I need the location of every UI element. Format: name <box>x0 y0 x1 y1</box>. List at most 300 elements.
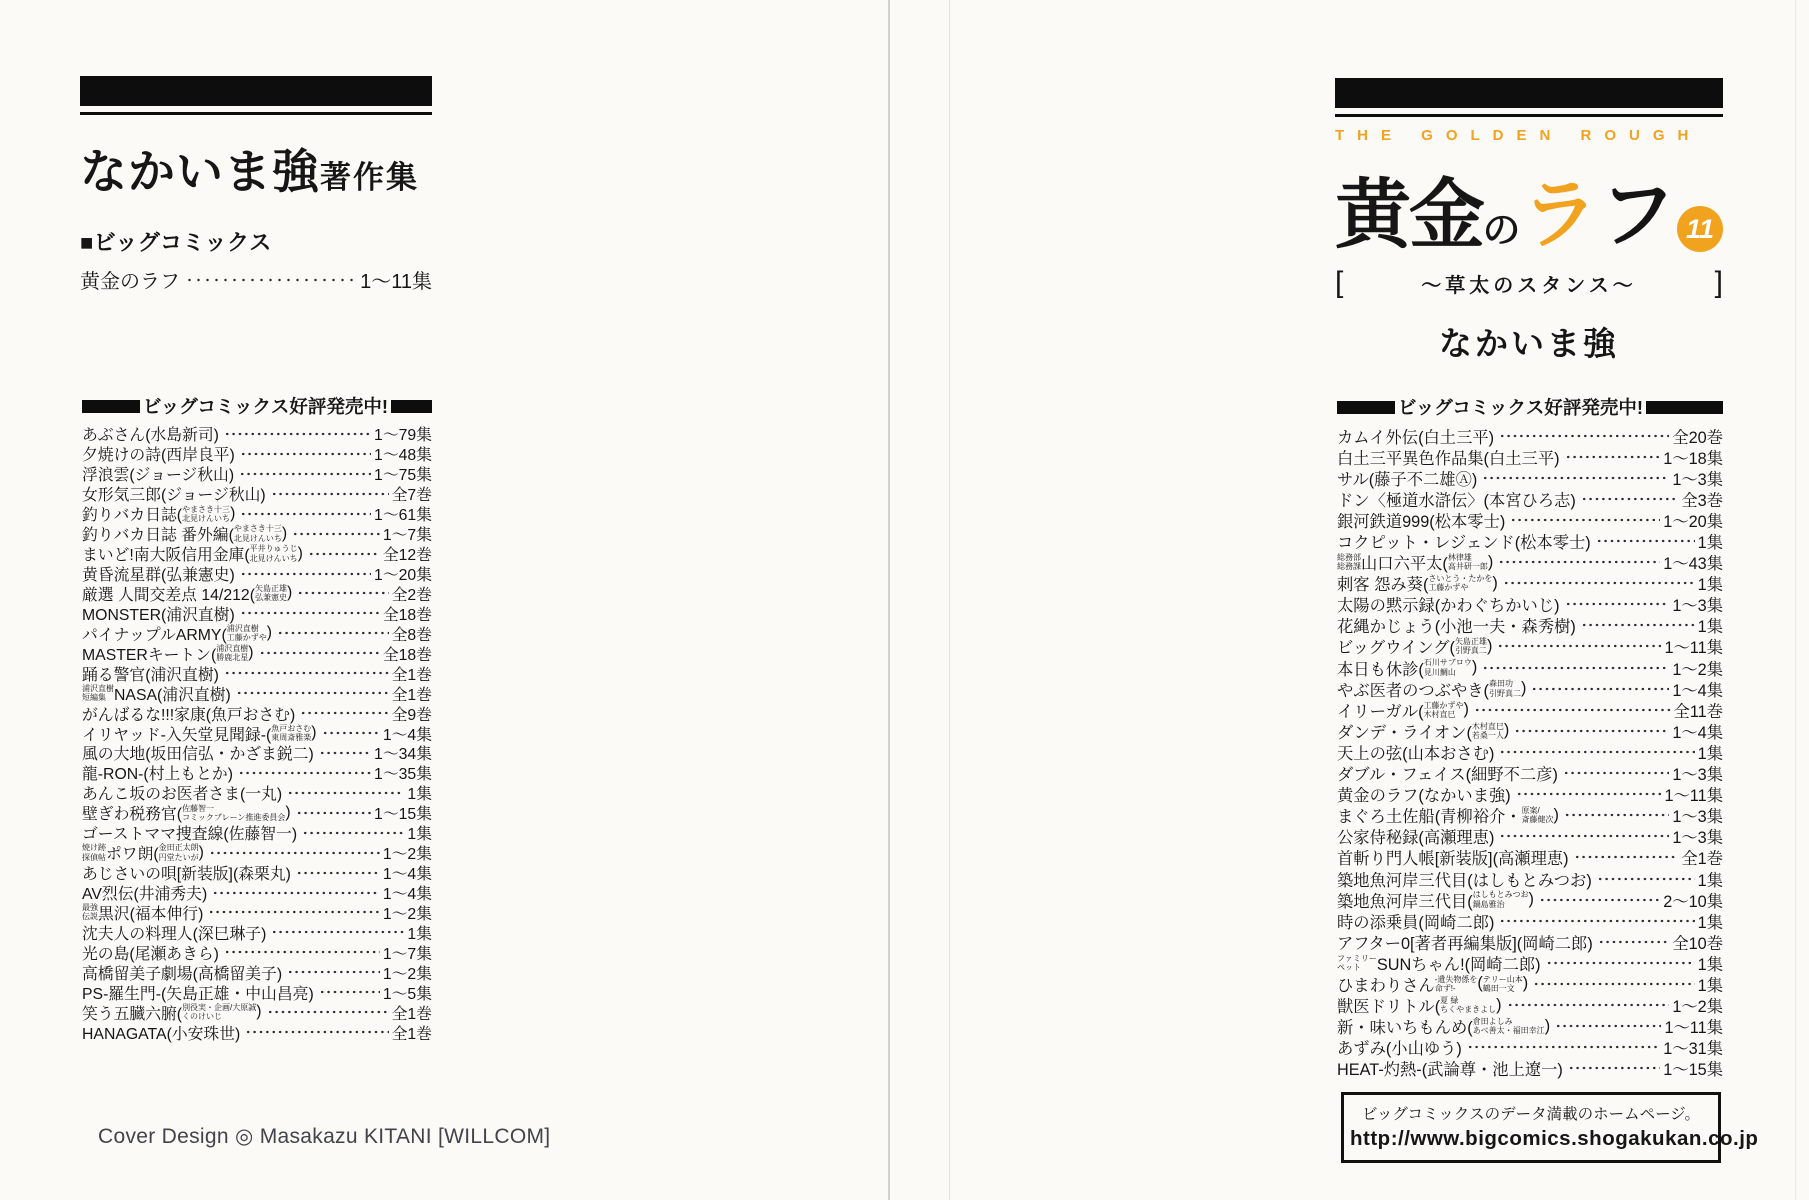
small-stacked-text: 林律雄 高井研一郎 <box>1447 552 1488 572</box>
item-volumes: 1〜61集 <box>374 507 432 525</box>
dotted-leader <box>236 770 371 776</box>
item-volumes: 1〜4集 <box>1672 681 1723 700</box>
item-title-author: 花縄かじょう(小池一夫・森秀樹) <box>1337 618 1576 637</box>
item-volumes: 全12巻 <box>382 547 432 565</box>
page-gutter-line <box>949 0 950 1200</box>
dotted-leader <box>1537 897 1660 903</box>
item-volumes: 1〜20集 <box>374 567 432 585</box>
list-item <box>82 903 432 923</box>
dotted-leader <box>206 909 379 915</box>
item-volumes: 1集 <box>407 786 432 804</box>
item-volumes: 全3巻 <box>1681 491 1723 510</box>
item-title-author: 壁ぎわ税務官( 佐藤智一 コミックブレーン推進委員会 ) <box>82 803 291 824</box>
dotted-leader <box>265 1009 389 1015</box>
dotted-leader <box>1596 939 1670 945</box>
dotted-leader <box>269 491 389 497</box>
item-title-author: サル(藤子不二雄Ⓐ) <box>1337 470 1478 489</box>
item-volumes: 1集 <box>1697 955 1723 974</box>
dotted-leader <box>285 969 380 975</box>
dotted-leader <box>1495 643 1661 649</box>
list-item <box>1337 763 1723 784</box>
list-item <box>1337 826 1723 847</box>
item-title-author: ダンデ・ライオン( 木村直巳 若桑一人 ) <box>1337 721 1510 742</box>
imprint-label: ■ビッグコミックス <box>80 230 272 255</box>
list-item <box>82 424 432 444</box>
item-volumes: 1集 <box>407 925 432 943</box>
header-black-bar <box>80 76 432 106</box>
item-title-author: 女形気三郎(ジョージ秋山) <box>82 487 266 505</box>
item-volumes: 全1巻 <box>391 1025 432 1043</box>
header-bar-right <box>391 400 432 413</box>
item-volumes: 1〜2集 <box>382 965 432 983</box>
list-item <box>82 1002 432 1022</box>
item-volumes: 全18巻 <box>382 606 432 624</box>
item-title-author: 厳選 人間交差点 14/212( 矢島正雄 弘兼憲史 ) <box>82 584 293 604</box>
item-title-author: パイナップルARMY( 浦沢直樹 工藤かずや ) <box>82 624 273 644</box>
item-volumes: 1〜43集 <box>1663 555 1723 574</box>
item-volumes: 1〜3集 <box>1672 470 1723 489</box>
item-volumes: 1〜3集 <box>1672 766 1723 785</box>
dotted-leader <box>183 276 357 284</box>
list-item <box>1337 509 1723 530</box>
series-logo <box>1335 150 1723 258</box>
item-title-author: MONSTER(浦沢直樹) <box>82 606 235 624</box>
dotted-leader <box>290 531 380 537</box>
item-title-author: 白土三平異色作品集(白土三平) <box>1337 449 1560 468</box>
item-title-author: 黄昏流星群(弘兼憲史) <box>82 567 235 585</box>
list-item <box>82 444 432 464</box>
item-volumes: 1〜75集 <box>374 467 432 485</box>
item-title-author: 刺客 怨み葵( さいとう・たかを 工藤かずや ) <box>1337 573 1498 595</box>
item-volumes: 1集 <box>1697 534 1723 553</box>
item-title-author: 黄金のラフ(なかいま強) <box>1337 787 1511 806</box>
catalog-rows <box>1337 425 1723 1079</box>
list-item <box>1337 784 1723 805</box>
item-volumes: 1集 <box>1697 871 1723 890</box>
item-volumes: 1〜15集 <box>1663 1061 1723 1080</box>
dotted-leader <box>1572 854 1679 860</box>
cover-design-credit: Cover Design ◎ Masakazu KITANI [WILLCOM] <box>98 1125 551 1148</box>
dotted-leader <box>1472 707 1671 713</box>
dotted-leader <box>1514 791 1662 797</box>
list-item <box>1337 678 1723 699</box>
collection-suffix: 著作集 <box>320 160 419 195</box>
list-item <box>1337 995 1723 1016</box>
item-volumes: 全1巻 <box>391 1005 432 1023</box>
list-item <box>82 564 432 584</box>
item-volumes: 1〜11集 <box>1664 1019 1723 1038</box>
item-volumes: 1集 <box>1697 618 1723 637</box>
item-volumes: 1〜4集 <box>382 866 432 884</box>
item-title-author: 釣りバカ日誌( やまさき十三 北見けんいち ) <box>82 504 236 525</box>
item-title-author: 踊る警官(浦沢直樹) <box>82 666 219 684</box>
item-volumes: 1〜3集 <box>1672 808 1723 827</box>
dotted-leader <box>207 850 380 856</box>
dotted-leader <box>317 750 371 756</box>
small-stacked-text: 平井りゅうじ 北見けんいち <box>249 544 298 563</box>
catalog-list-header <box>1337 394 1723 420</box>
list-item <box>82 1022 432 1042</box>
list-item <box>1337 741 1723 762</box>
dotted-leader <box>238 610 380 616</box>
item-title-author: まいど!南大阪信用金庫( 平井りゅうじ 北見けんいち ) <box>82 544 303 565</box>
item-title-author: あずみ(小山ゆう) <box>1337 1040 1462 1059</box>
list-item <box>82 982 432 1002</box>
dotted-leader <box>222 670 389 676</box>
item-title-author: ダブル・フェイス(細野不二彦) <box>1337 766 1558 785</box>
item-title-author: あんこ坂のお医者さま(一丸) <box>82 786 283 804</box>
catalog-header-text: ビッグコミックス好評発売中! <box>1398 397 1643 418</box>
homepage-url: http://www.bigcomics.shogakukan.co.jp <box>1350 1127 1759 1150</box>
dotted-leader <box>306 551 380 557</box>
page-gutter-line <box>888 0 890 1200</box>
list-item <box>1337 594 1723 615</box>
list-item <box>1337 1058 1723 1079</box>
dotted-leader <box>317 989 380 995</box>
english-series-title: THE GOLDEN ROUGH <box>1335 127 1702 144</box>
list-item <box>1337 425 1723 446</box>
item-volumes: 1集 <box>407 826 432 844</box>
header-bar-left <box>1337 401 1395 414</box>
small-stacked-text: 浦沢直樹 短編集 <box>82 683 114 703</box>
dotted-leader <box>238 451 371 457</box>
dotted-leader <box>1544 960 1695 966</box>
item-volumes: 1〜31集 <box>1663 1040 1723 1059</box>
item-title-author: 焼け跡 探偵帖 ポワ朗( 金田正太朗 円堂たいが ) <box>82 843 204 864</box>
dotted-leader <box>1505 1002 1670 1008</box>
item-volumes: 全11巻 <box>1673 702 1723 721</box>
item-volumes: 1〜3集 <box>1672 829 1723 848</box>
list-item <box>1337 1016 1723 1037</box>
item-title-author: 獣医ドリトル( 夏 緑 ちくやまきよし ) <box>1337 995 1502 1017</box>
item-title-author: 浦沢直樹 短編集 NASA(浦沢直樹) <box>82 683 231 704</box>
header-rule <box>80 112 432 115</box>
item-title-author: アフター0[著者再編集版](岡崎二郎) <box>1337 934 1593 953</box>
list-item <box>1337 552 1723 573</box>
item-title-author: 築地魚河岸三代目(はしもとみつお) <box>1337 871 1592 890</box>
item-volumes: 全20巻 <box>1672 428 1723 447</box>
author-collection-title <box>80 135 432 202</box>
list-item <box>1337 699 1723 720</box>
left-catalog-list <box>82 393 432 1042</box>
list-item <box>1337 573 1723 594</box>
list-item <box>82 584 432 604</box>
header-bar-right <box>1646 401 1723 414</box>
logo-no: の <box>1482 210 1521 252</box>
list-item <box>1337 889 1723 910</box>
dotted-leader <box>294 810 371 816</box>
item-title-author: 公家侍秘録(高瀬理恵) <box>1337 829 1495 848</box>
item-title-author: 新・味いちもんめ( 倉田よしみ あべ善太・福田幸江 ) <box>1337 1016 1551 1038</box>
author-name: なかいま強 <box>80 147 320 199</box>
list-item <box>82 643 432 663</box>
item-volumes: 1〜7集 <box>382 527 432 545</box>
item-title-author: 銀河鉄道999(松本零士) <box>1337 512 1506 531</box>
author-name: なかいま強 <box>1439 325 1619 362</box>
item-volumes: 1〜15集 <box>374 806 432 824</box>
item-volumes: 全7巻 <box>391 487 432 505</box>
list-item <box>82 603 432 623</box>
small-stacked-text: 工藤かずや 木村直巳 <box>1423 700 1464 719</box>
dotted-leader <box>1497 918 1694 924</box>
dotted-leader <box>1553 1023 1661 1029</box>
item-volumes: 全1巻 <box>391 666 432 684</box>
item-title-author: あじさいの唄[新装版](森栗丸) <box>82 866 291 884</box>
list-item <box>1337 657 1723 678</box>
item-volumes: 1〜2集 <box>1672 998 1723 1017</box>
dotted-leader <box>1512 728 1669 734</box>
list-item <box>82 823 432 843</box>
list-item <box>1337 446 1723 467</box>
list-item <box>82 743 432 763</box>
dotted-leader <box>1501 580 1695 586</box>
dotted-leader <box>1508 517 1660 523</box>
dotted-leader <box>1579 496 1679 502</box>
item-volumes: 1〜11集 <box>1664 639 1723 658</box>
item-title-author: 天上の弦(山本おさむ) <box>1337 744 1495 763</box>
dotted-leader <box>1563 601 1670 607</box>
list-item <box>82 962 432 982</box>
dotted-leader <box>237 471 371 477</box>
list-item <box>82 803 432 823</box>
item-volumes: 1〜18集 <box>1663 449 1723 468</box>
item-title-author: AV烈伝(井浦秀夫) <box>82 886 208 904</box>
subtitle-bracket-close: ] <box>1714 266 1723 299</box>
small-stacked-text: 金田正太朗 円堂たいが <box>158 843 199 862</box>
list-item <box>82 843 432 863</box>
list-item <box>82 763 432 783</box>
list-item <box>1337 488 1723 509</box>
dotted-leader <box>1531 981 1694 987</box>
item-title-author: 光の島(尾瀬あきら) <box>82 945 219 963</box>
list-item <box>1337 931 1723 952</box>
dotted-leader <box>238 511 371 517</box>
small-stacked-text: 木村直巳 若桑一人 <box>1471 721 1504 740</box>
list-item <box>82 544 432 564</box>
small-stacked-text: 浦沢直樹 勝鹿北星 <box>216 644 249 663</box>
item-title-author: カムイ外伝(白土三平) <box>1337 428 1495 447</box>
list-item <box>82 783 432 803</box>
item-title-author: 時の添乗員(岡崎二郎) <box>1337 913 1495 932</box>
item-title-author: ドン〈極道水滸伝〉(本宮ひろ志) <box>1337 491 1576 510</box>
item-volumes: 1〜7集 <box>382 945 432 963</box>
catalog-rows <box>82 424 432 1042</box>
small-stacked-text: 最強 伝説 <box>82 903 98 922</box>
list-item <box>82 863 432 883</box>
item-title-author: がんばるな!!!家康(魚戸おさむ) <box>82 706 296 724</box>
dotted-leader <box>1480 665 1669 671</box>
small-stacked-text: 森田功 引野真二 <box>1488 679 1521 698</box>
dotted-leader <box>1480 475 1669 481</box>
item-title-author: ビッグウイング( 矢島正雄 引野真二 ) <box>1337 636 1493 658</box>
list-item <box>82 524 432 544</box>
item-volumes: 1〜4集 <box>382 726 432 744</box>
small-stacked-text: さいとう・たかを 工藤かずや <box>1428 574 1493 593</box>
small-stacked-text: 浦沢直樹 工藤かずや <box>226 624 267 643</box>
item-volumes: 1〜48集 <box>374 447 432 465</box>
subtitle-text: 〜草太のスタンス〜 <box>1421 274 1637 297</box>
list-item <box>82 922 432 942</box>
item-volumes: 1〜20集 <box>1663 512 1723 531</box>
dotted-leader <box>275 630 389 636</box>
homepage-description: ビッグコミックスのデータ満載のホームページ。 <box>1361 1106 1701 1123</box>
dotted-leader <box>269 929 404 935</box>
dotted-leader <box>1594 538 1695 544</box>
list-item <box>1337 720 1723 741</box>
dotted-leader <box>298 710 388 716</box>
item-title-author: 築地魚河岸三代目( はしもとみつお 鍋島雅治 ) <box>1337 890 1534 911</box>
list-item <box>1337 636 1723 657</box>
list-item <box>82 464 432 484</box>
small-stacked-text: 矢島正雄 引野真二 <box>1454 637 1487 656</box>
logo-kanji: 黄金 <box>1335 174 1483 258</box>
list-item <box>1337 1037 1723 1058</box>
item-volumes: 1〜5集 <box>382 985 432 1003</box>
small-stacked-text: 倉田よしみ あべ善太・福田幸江 <box>1472 1016 1545 1036</box>
item-title-author: 本日も休診( 石川サブロウ 見川鯛山 ) <box>1337 658 1478 679</box>
list-item <box>82 883 432 903</box>
item-volumes: 全1巻 <box>1681 850 1723 869</box>
item-title-author: 総務部 総務課 山口六平太( 林律雄 高井研一郎 ) <box>1337 552 1494 574</box>
item-title-author: 沈夫人の料理人(深巳琳子) <box>82 925 267 943</box>
list-item <box>82 484 432 504</box>
header-black-bar <box>1335 78 1723 108</box>
item-title-author: 最強 伝説 黒沢(福本伸行) <box>82 903 204 923</box>
item-title-author: 夕焼けの詩(西岸良平) <box>82 447 235 465</box>
dotted-leader <box>1497 749 1694 755</box>
list-item <box>82 504 432 524</box>
small-stacked-text: はしもとみつお 鍋島雅治 <box>1472 890 1529 909</box>
dotted-leader <box>1497 833 1669 839</box>
series-volume-line <box>80 265 432 294</box>
small-stacked-text: ファミリー ペット <box>1337 953 1377 972</box>
item-volumes: 1〜4集 <box>382 886 432 904</box>
dotted-leader <box>1595 876 1695 882</box>
header-bar-left <box>82 400 140 413</box>
item-title-author: あぶさん(水島新司) <box>82 427 219 445</box>
dotted-leader <box>1465 1044 1660 1050</box>
item-volumes: 1〜4集 <box>1672 723 1723 742</box>
list-item <box>82 703 432 723</box>
small-stacked-text: テリー山本 鶴田一文 <box>1482 974 1523 993</box>
small-stacked-text: 佐藤智一 コミックブレーン推進委員会 <box>182 803 286 822</box>
dotted-leader <box>294 870 380 876</box>
item-title-author: 釣りバカ日誌 番外編( やまさき十三 北見けんいち ) <box>82 524 288 545</box>
list-item <box>82 623 432 643</box>
item-title-author: 首斬り門人帳[新装版](高瀬理恵) <box>1337 850 1569 869</box>
dotted-leader <box>1562 812 1669 818</box>
item-volumes: 1〜35集 <box>374 766 432 784</box>
list-item <box>82 683 432 703</box>
list-item <box>82 663 432 683</box>
list-item <box>1337 952 1723 973</box>
list-item <box>1337 973 1723 994</box>
item-volumes: 1〜2集 <box>382 905 432 923</box>
item-title-author: MASTERキートン( 浦沢直樹 勝鹿北星 ) <box>82 644 254 664</box>
dotted-leader <box>257 650 380 656</box>
item-volumes: 1〜79集 <box>374 427 432 445</box>
dotted-leader <box>300 830 404 836</box>
dotted-leader <box>1529 686 1669 692</box>
dotted-leader <box>1566 1065 1660 1071</box>
subtitle-bracket-open: [ <box>1335 266 1344 299</box>
item-title-author: コクピット・レジェンド(松本零士) <box>1337 534 1591 553</box>
item-title-author: HEAT-灼熱-(武論尊・池上遼一) <box>1337 1061 1563 1080</box>
small-stacked-text: 魚戸おさむ 東周斎雅楽 <box>271 723 312 743</box>
small-stacked-text: 総務部 総務課 <box>1337 552 1361 572</box>
item-volumes: 1〜3集 <box>1672 597 1723 616</box>
right-page <box>1335 78 1759 1178</box>
item-volumes: 1〜11集 <box>1664 787 1723 806</box>
subtitle-line <box>1335 268 1723 298</box>
item-volumes: 1集 <box>1697 913 1723 932</box>
item-volumes: 全1巻 <box>391 686 432 704</box>
dotted-leader <box>1579 622 1695 628</box>
list-item <box>1337 847 1723 868</box>
item-volumes: 全18巻 <box>382 646 432 664</box>
item-volumes: 1集 <box>1697 744 1723 763</box>
list-item <box>1337 530 1723 551</box>
dotted-leader <box>1496 559 1660 565</box>
item-volumes: 2〜10集 <box>1663 892 1723 911</box>
item-volumes: 全2巻 <box>391 586 432 604</box>
item-title-author: 笑う五臓六腑( 別役実・企画/大原誠 くのけいじ ) <box>82 1002 262 1023</box>
catalog-header-text: ビッグコミックス好評発売中! <box>143 396 388 417</box>
item-volumes: 1集 <box>1697 576 1723 595</box>
item-title-author: 龍-RON-(村上もとか) <box>82 766 233 784</box>
header-rule <box>1335 114 1723 117</box>
list-item <box>82 942 432 962</box>
item-title-author: 太陽の黙示録(かわぐちかいじ) <box>1337 597 1560 616</box>
list-item <box>1337 805 1723 826</box>
item-volumes: 全8巻 <box>391 626 432 644</box>
small-stacked-text: 原案/ 斎藤健次 <box>1521 806 1554 825</box>
page-edge-line <box>1795 0 1796 1200</box>
item-volumes: 1〜2集 <box>1672 660 1723 679</box>
item-volumes: 1集 <box>1697 976 1723 995</box>
item-title-author: HANAGATA(小安珠世) <box>82 1025 241 1043</box>
item-title-author: PS-羅生門-(矢島正雄・中山昌亮) <box>82 985 314 1003</box>
list-item <box>1337 910 1723 931</box>
list-item <box>1337 615 1723 636</box>
item-title-author: 風の大地(坂田信弘・かざま鋭二) <box>82 746 314 764</box>
item-title-author: イリーガル( 工藤かずや 木村直巳 ) <box>1337 700 1469 721</box>
logo-ra-gold: ラ <box>1521 173 1598 258</box>
small-stacked-text: やまさき十三 北見けんいち <box>233 524 282 543</box>
dotted-leader <box>1497 433 1669 439</box>
small-stacked-text: -遺失物係を 命ず!- <box>1434 974 1478 993</box>
dotted-leader <box>243 1029 388 1035</box>
dotted-leader <box>222 949 380 955</box>
dotted-leader <box>1561 770 1669 776</box>
dotted-leader <box>238 571 371 577</box>
logo-fu: フ <box>1599 173 1676 258</box>
item-title-author: 浮浪雲(ジョージ秋山) <box>82 467 235 485</box>
small-stacked-text: やまさき十三 北見けんいち <box>182 504 231 523</box>
dotted-leader <box>295 590 388 596</box>
item-title-author: ひまわりさん -遺失物係を 命ず!- ( テリー山本 鶴田一文 ) <box>1337 974 1529 995</box>
item-volumes: 全10巻 <box>1672 934 1723 953</box>
item-title-author: やぶ医者のつぶやき( 森田功 引野真二 ) <box>1337 679 1527 700</box>
dotted-leader <box>1563 454 1661 460</box>
small-stacked-text: 石川サブロウ 見川鯛山 <box>1423 658 1472 677</box>
volume-number-badge: 11 <box>1677 206 1723 252</box>
list-item <box>82 723 432 743</box>
dotted-leader <box>285 790 404 796</box>
small-stacked-text: 別役実・企画/大原誠 くのけいじ <box>182 1002 257 1022</box>
item-volumes: 全9巻 <box>391 706 432 724</box>
list-item <box>1337 467 1723 488</box>
